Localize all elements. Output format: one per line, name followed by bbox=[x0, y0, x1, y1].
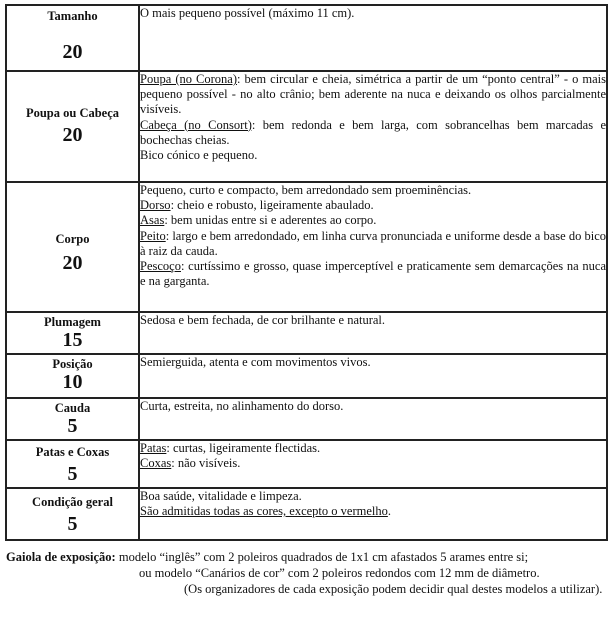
description-line bbox=[140, 504, 606, 519]
description-line bbox=[140, 118, 606, 148]
description-label: São admitidas todas as cores, excepto o vermelho bbox=[140, 504, 388, 519]
description-text: Bico cónico e pequeno. bbox=[140, 148, 258, 163]
criterion-description bbox=[139, 354, 607, 398]
description-text: : não visíveis. bbox=[171, 456, 241, 471]
description-line bbox=[140, 6, 606, 21]
description-text: Boa saúde, vitalidade e limpeza. bbox=[140, 489, 302, 503]
description-label: Cabeça (no Consort) bbox=[140, 117, 252, 132]
table-row bbox=[6, 440, 607, 488]
criterion-description bbox=[139, 440, 607, 488]
description-line bbox=[140, 198, 606, 213]
description-text: : cheio e robusto, ligeiramente abaulado. bbox=[170, 198, 374, 213]
criterion-name: Patas e Coxas bbox=[35, 445, 110, 459]
footer-text: modelo “inglês” com 2 poleiros quadrados de 1x1 cm afastados 5 arames entre si; bbox=[115, 550, 529, 564]
criterion-points: 20 bbox=[62, 124, 83, 146]
description-label: Patas bbox=[140, 441, 167, 455]
criterion-cell bbox=[6, 398, 139, 440]
criterion-cell bbox=[6, 71, 139, 182]
table-row bbox=[6, 312, 607, 354]
table-row bbox=[6, 354, 607, 398]
criterion-cell bbox=[6, 5, 139, 71]
description-line bbox=[140, 441, 606, 456]
description-text: : bem unidas entre si e aderentes ao corpo. bbox=[164, 213, 377, 228]
criterion-name: Corpo bbox=[55, 232, 90, 246]
criterion-description bbox=[139, 488, 607, 540]
criterion-name: Condição geral bbox=[32, 495, 113, 509]
criterion-name: Plumagem bbox=[44, 315, 101, 329]
description-line bbox=[140, 72, 606, 118]
description-text: O mais pequeno possível (máximo 11 cm). bbox=[140, 6, 355, 20]
table-row bbox=[6, 398, 607, 440]
criterion-name: Cauda bbox=[54, 401, 91, 415]
description-line bbox=[140, 355, 606, 370]
description-label: Dorso bbox=[140, 198, 171, 213]
footer-line: ou modelo “Canários de cor” com 2 poleiros redondos com 12 mm de diâmetro. bbox=[139, 566, 540, 580]
description-text: Pequeno, curto e compacto, bem arredondado sem proeminências. bbox=[140, 183, 472, 197]
description-line bbox=[140, 456, 606, 471]
criterion-name: Poupa ou Cabeça bbox=[25, 106, 120, 120]
description-line bbox=[140, 259, 606, 289]
table-row bbox=[6, 182, 607, 312]
description-text: : bem circular e cheia, simétrica a partir de um “ponto central” - o mais pequeno possível - no alto crânio; bem aderente na nuca e deixando os olhos parcialmente visíveis. bbox=[140, 72, 606, 117]
description-text: : bem redonda e bem larga, com sobrancelhas bem marcadas e bochechas cheias. bbox=[140, 117, 606, 147]
description-label: Asas bbox=[140, 213, 165, 228]
criterion-name: Posição bbox=[52, 357, 93, 371]
footer-label: Gaiola de exposição: bbox=[6, 550, 116, 564]
criterion-cell bbox=[6, 312, 139, 354]
description-label: Pescoço bbox=[140, 259, 181, 274]
description-line bbox=[140, 313, 606, 328]
criterion-cell bbox=[6, 182, 139, 312]
criterion-points: 15 bbox=[62, 329, 83, 351]
standard-table bbox=[5, 4, 608, 541]
description-text: Curta, estreita, no alinhamento do dorso. bbox=[140, 399, 344, 413]
criterion-description bbox=[139, 5, 607, 71]
criterion-points: 5 bbox=[67, 463, 78, 485]
description-text: . bbox=[387, 504, 391, 519]
criterion-description bbox=[139, 312, 607, 354]
exhibition-cage-note bbox=[6, 549, 606, 597]
description-line bbox=[140, 489, 606, 504]
description-line bbox=[140, 213, 606, 228]
criterion-cell bbox=[6, 488, 139, 540]
criterion-points: 20 bbox=[62, 41, 83, 63]
criterion-points: 5 bbox=[67, 513, 78, 535]
table-row bbox=[6, 71, 607, 182]
table-row bbox=[6, 488, 607, 540]
description-label: Peito bbox=[140, 228, 166, 243]
description-text: Semierguida, atenta e com movimentos vivos. bbox=[140, 355, 371, 369]
description-line bbox=[140, 399, 606, 414]
footer-note: (Os organizadores de cada exposição podem decidir qual destes modelos a utilizar). bbox=[184, 582, 603, 596]
criterion-points: 10 bbox=[62, 371, 83, 393]
criterion-points: 5 bbox=[67, 415, 78, 437]
criterion-points: 20 bbox=[62, 252, 83, 274]
description-line bbox=[140, 229, 606, 259]
description-line bbox=[140, 183, 606, 198]
table-row bbox=[6, 5, 607, 71]
footer-line bbox=[6, 549, 606, 565]
criterion-name: Tamanho bbox=[47, 9, 98, 23]
criterion-cell bbox=[6, 440, 139, 488]
description-text: Sedosa e bem fechada, de cor brilhante e natural. bbox=[140, 313, 386, 327]
description-text: : curtíssimo e grosso, quase imperceptível e praticamente sem demarcações na nuca e na garganta. bbox=[140, 259, 606, 289]
description-text: : curtas, ligeiramente flectidas. bbox=[166, 441, 321, 455]
description-label: Poupa (no Corona) bbox=[140, 72, 238, 86]
description-line bbox=[140, 148, 606, 163]
description-label: Coxas bbox=[140, 456, 172, 471]
criterion-description bbox=[139, 398, 607, 440]
criterion-description bbox=[139, 182, 607, 312]
criterion-description bbox=[139, 71, 607, 182]
description-text: : largo e bem arredondado, em linha curva pronunciada e uniforme desde a base do bico à raiz da cauda. bbox=[140, 228, 606, 258]
criterion-cell bbox=[6, 354, 139, 398]
